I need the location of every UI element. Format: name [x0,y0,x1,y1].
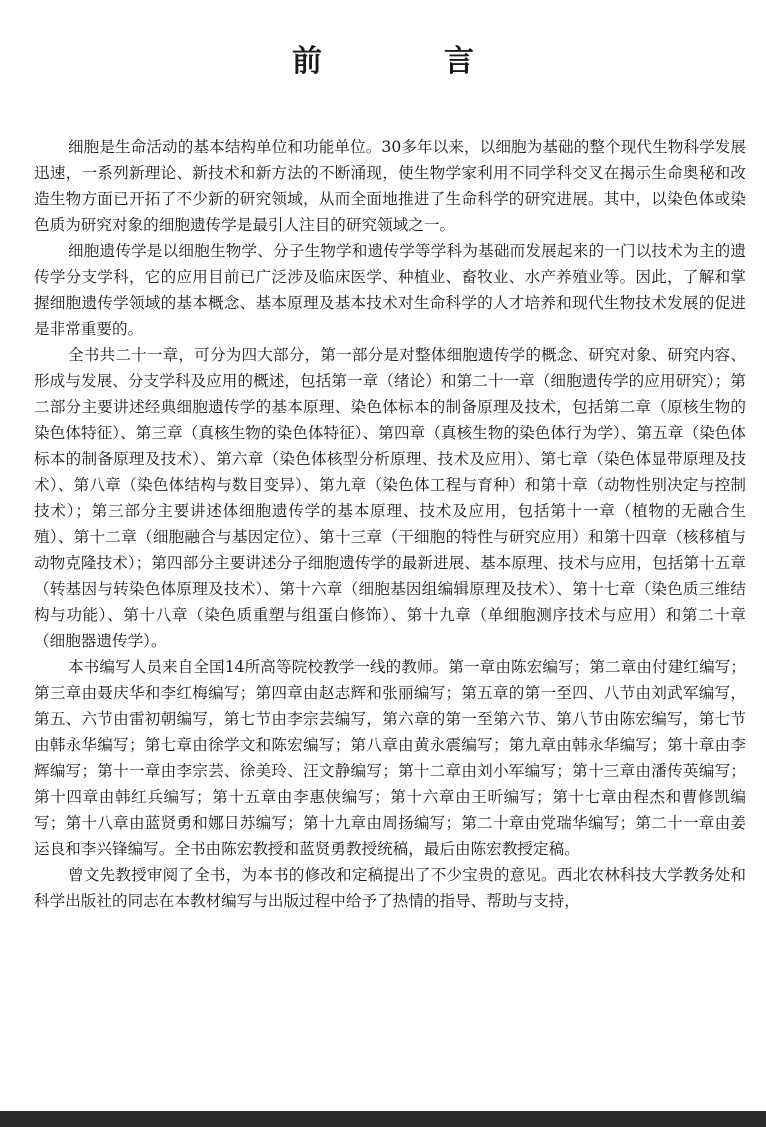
paragraph-5: 曾文先教授审阅了全书，为本书的修改和定稿提出了不少宝贵的意见。西北农林科技大学教务处和科学出版社的同志在本教材编写与出版过程中给予了热情的指导、帮助与支持， [34,866,746,910]
paragraph-4: 本书编写人员来自全国14所高等院校教学一线的教师。第一章由陈宏编写；第二章由付建红编写；第三章由聂庆华和李红梅编写；第四章由赵志辉和张丽编写；第五章的第一至四、八节由刘武军编写，第五、六节由雷初朝编写，第七节由李宗芸编写，第六章的第一至第六节、第八节由陈宏编写，第七节由韩永华编写；第七章由徐学文和陈宏编写；第八章由黄永震编写；第九章由韩永华编写；第十章由李辉编写；第十一章由李宗芸、徐美玲、汪文静编写；第十二章由刘小军编写；第十三章由潘传英编写；第十四章由韩红兵编写；第十五章由李惠侠编写；第十六章由王昕编写；第十七章由程杰和曹修凯编写；第十八章由蓝贤勇和娜日苏编写；第十九章由周扬编写；第二十章由党瑞华编写；第二十一章由姜运良和李兴锋编写。全书由陈宏教授和蓝贤勇教授统稿，最后由陈宏教授定稿。 [34,658,746,858]
paragraph-2: 细胞遗传学是以细胞生物学、分子生物学和遗传学等学科为基础而发展起来的一门以技术为主的遗传学分支学科，它的应用目前已广泛涉及临床医学、种植业、畜牧业、水产养殖业等。因此，了解和掌握细胞遗传学领域的基本概念、基本原理及基本技术对生命科学的人才培养和现代生物技术发展的促进是非常重要的。 [34,242,746,338]
paragraph-1: 细胞是生命活动的基本结构单位和功能单位。30多年以来，以细胞为基础的整个现代生物科学发展迅速，一系列新理论、新技术和新方法的不断涌现，使生物学家利用不同学科交叉在揭示生命奥秘和改造生物方面已开拓了不少新的研究领域，从而全面地推进了生命科学的研究进展。其中，以染色体或染色质为研究对象的细胞遗传学是最引人注目的研究领域之一。 [34,138,746,234]
bottom-bar [0,1111,766,1127]
page-title: 前 言 [292,44,520,79]
paragraph-3: 全书共二十一章，可分为四大部分，第一部分是对整体细胞遗传学的概念、研究对象、研究内容、形成与发展、分支学科及应用的概述，包括第一章（绪论）和第二十一章（细胞遗传学的应用研究）；第二部分主要讲述经典细胞遗传学的基本原理、染色体标本的制备原理及技术，包括第二章（原核生物的染色体特征）、第三章（真核生物的染色体特征）、第四章（真核生物的染色体行为学）、第五章（染色体标本的制备原理及技术）、第六章（染色体核型分析原理、技术及应用）、第七章（染色体显带原理及技术）、第八章（染色体结构与数目变异）、第九章（染色体工程与育种）和第十章（动物性别决定与控制技术）；第三部分主要讲述体细胞遗传学的基本原理、技术及应用，包括第十一章（植物的无融合生殖）、第十二章（细胞融合与基因定位）、第十三章（干细胞的特性与研究应用）和第十四章（核移植与动物克隆技术）；第四部分主要讲述分子细胞遗传学的最新进展、基本原理、技术与应用，包括第十五章（转基因与转染色体原理及技术）、第十六章（细胞基因组编辑原理及技术）、第十七章（染色质三维结构与功能）、第十八章（染色质重塑与组蛋白修饰）、第十九章（单细胞测序技术与应用）和第二十章（细胞器遗传学）。 [34,346,746,650]
preface-body [34,134,746,914]
